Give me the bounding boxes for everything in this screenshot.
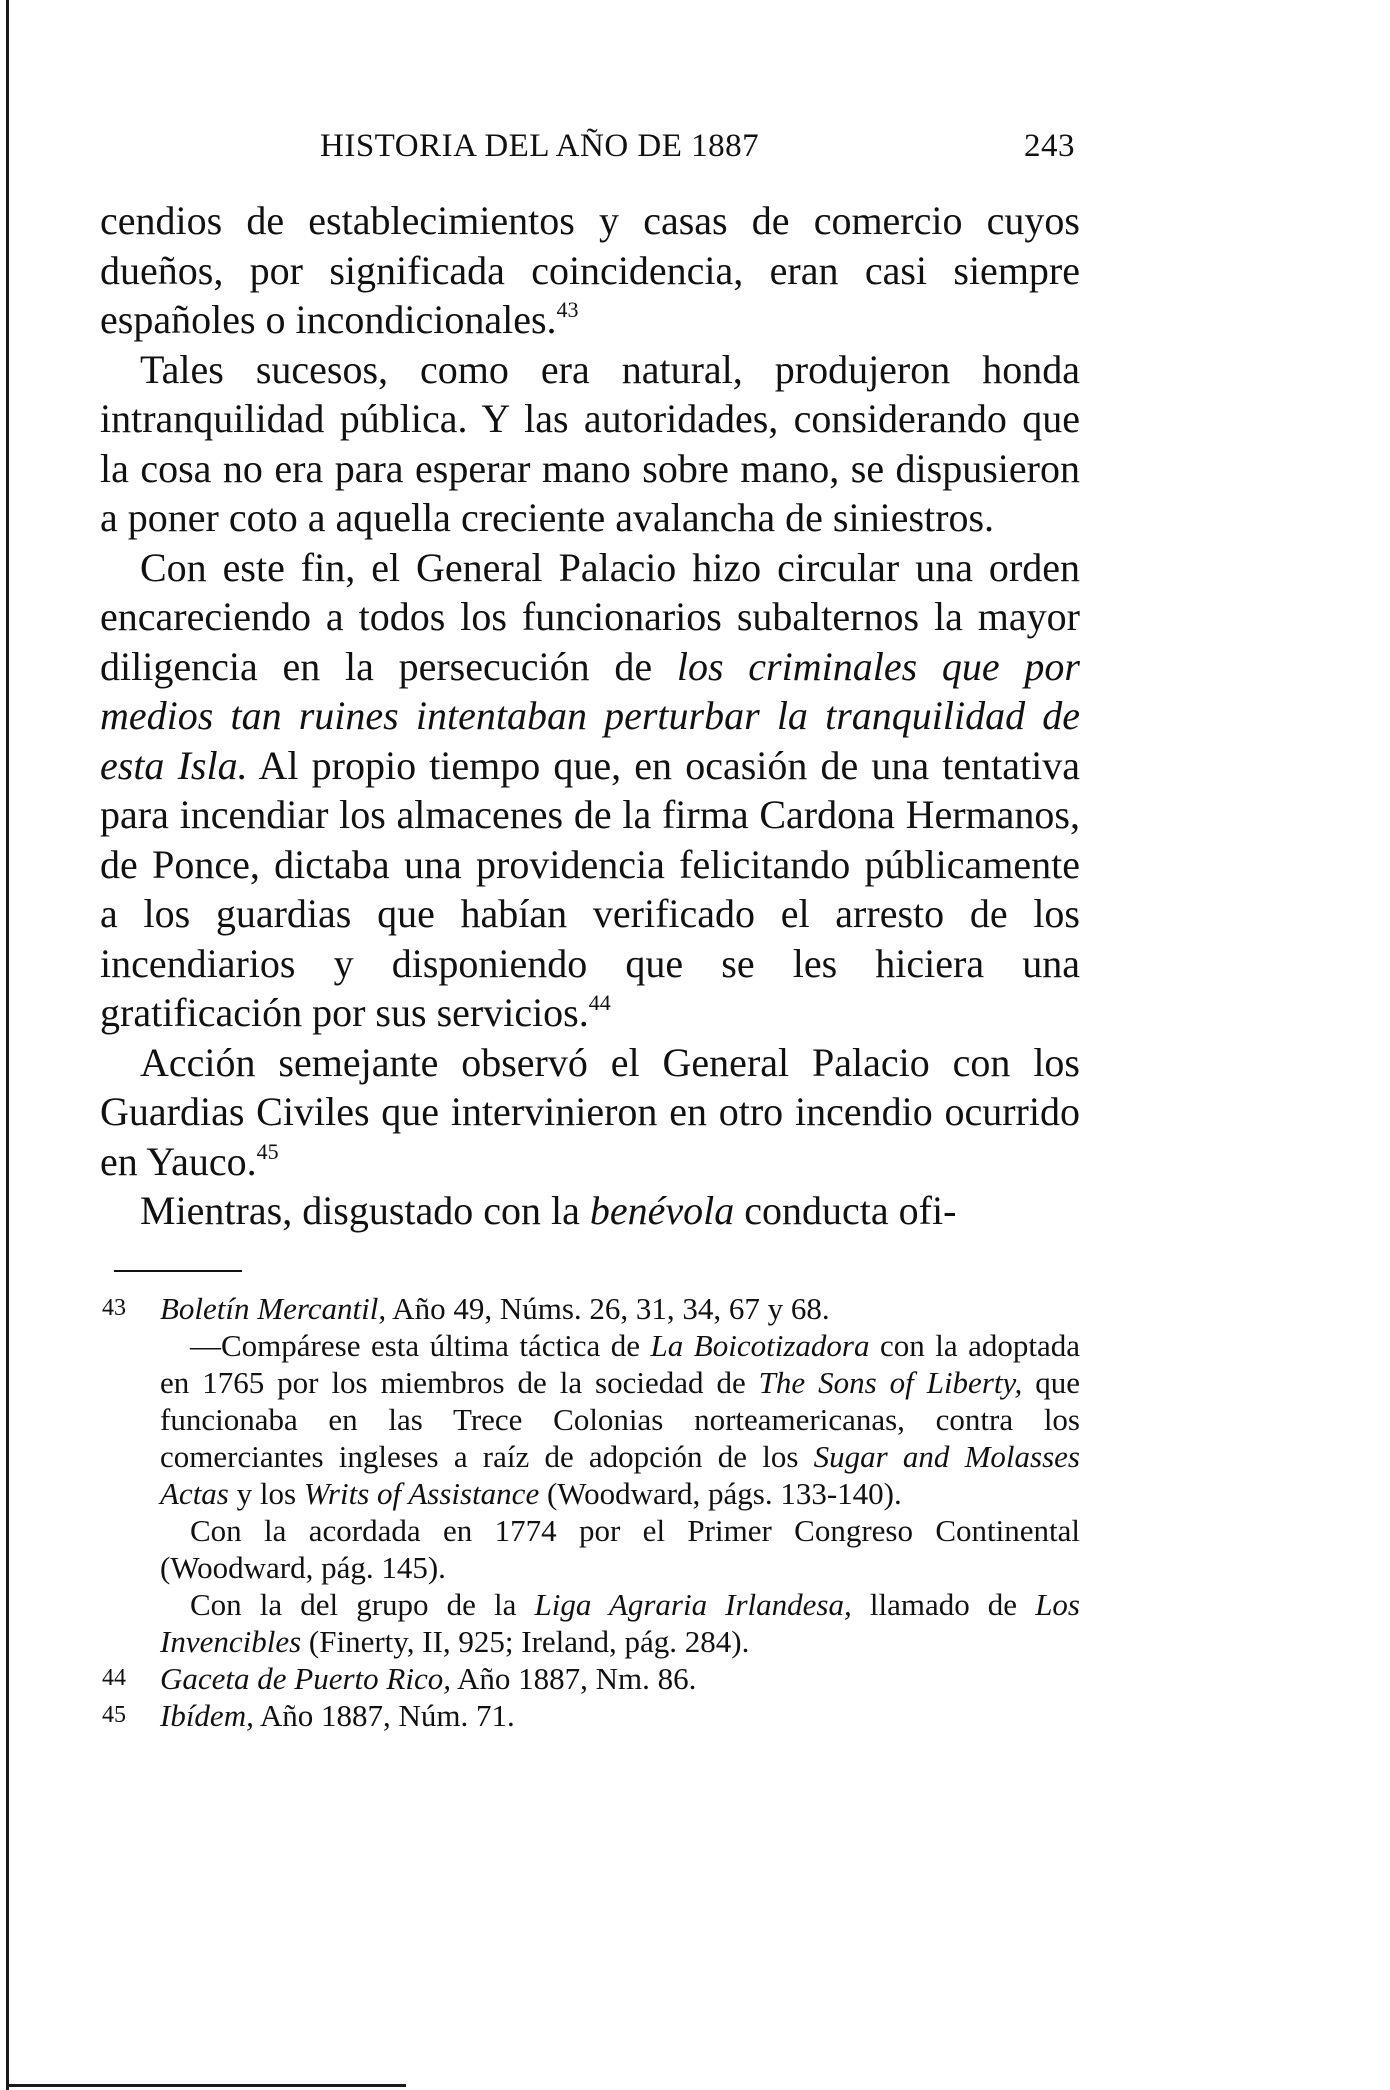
footnote-44-line <box>160 1660 1080 1697</box>
page-left-edge <box>6 0 9 2090</box>
footnote-source-title: Ibídem, <box>160 1697 254 1733</box>
book-page <box>100 120 1080 1734</box>
footnote-source-detail: Año 1887, Núm. 71. <box>253 1697 515 1733</box>
footnote-ref-43: 43 <box>556 297 579 322</box>
paragraph-1-text: cendios de establecimientos y casas de comercio cuyos dueños, por significada coincidencia, eran casi siempre españoles o incondicionales. <box>100 198 1080 342</box>
paragraph-3-text-b: Al propio tiempo que, en ocasión de una tentativa para incendiar los almacenes de la firma Cardona Hermanos, de Ponce, dictaba una providencia felicitando públicamente a los guardias que habían verificado el arresto de los incendiarios y disponiendo que se les hiciera una gratificación por sus servicios. <box>100 742 1080 1035</box>
page-header <box>100 120 1080 176</box>
paragraph-5-text-a: Mientras, disgustado con la <box>140 1188 590 1233</box>
footnote-43-line-2 <box>160 1327 1080 1512</box>
footnote-ref-44: 44 <box>588 990 611 1015</box>
footnote-text: con la adoptada en 1765 por los miembros de la sociedad de <box>160 1327 1080 1400</box>
paragraph-3-text-a: Con este fin, el General Palacio hizo circular una orden encareciendo a todos los funcionarios subalternos la mayor diligencia en la persecución de <box>100 544 1080 689</box>
footnote-number: 45 <box>102 1701 126 1728</box>
running-title: HISTORIA DEL AÑO DE 1887 <box>320 128 760 164</box>
footnote-separator <box>114 1270 242 1272</box>
paragraph-3 <box>100 543 1080 1038</box>
page-number: 243 <box>1024 128 1075 164</box>
footnote-italic: La Boicotizadora <box>650 1327 870 1363</box>
main-text <box>100 196 1080 1236</box>
footnote-43-line-4 <box>160 1586 1080 1660</box>
footnote-text: (Finerty, II, 925; Ireland, pág. 284). <box>301 1623 750 1659</box>
paragraph-5 <box>100 1186 1080 1236</box>
footnote-ref-45: 45 <box>256 1138 279 1164</box>
paragraph-3-quote: los criminales que por medios tan ruines intentaban perturbar la tranquilidad de esta Isla. <box>100 643 1080 788</box>
footnote-44 <box>100 1660 1080 1697</box>
footnote-43-line-1 <box>160 1290 1080 1327</box>
footnote-number: 44 <box>102 1664 126 1691</box>
paragraph-1 <box>100 196 1080 345</box>
footnote-italic: Los Invencibles <box>160 1586 1080 1659</box>
paragraph-4-text: Acción semejante observó el General Palacio con los Guardias Civiles que intervinieron en otro incendio ocurrido en Yauco. <box>100 1039 1080 1184</box>
footnote-source-detail: Año 49, Núms. 26, 31, 34, 67 y 68. <box>386 1290 830 1326</box>
footnote-source-detail: Año 1887, Nm. 86. <box>450 1660 697 1696</box>
footnote-italic: The Sons of Liberty, <box>758 1364 1023 1400</box>
footnote-text: (Woodward, págs. 133-140). <box>539 1475 902 1511</box>
footnote-text: llamado de <box>851 1586 1036 1622</box>
footnote-43 <box>100 1290 1080 1660</box>
page-bottom-edge <box>6 2084 406 2087</box>
footnote-italic: Sugar and Molasses Actas <box>160 1438 1080 1511</box>
paragraph-4 <box>100 1038 1080 1187</box>
paragraph-5-italic: benévola <box>589 1188 735 1233</box>
paragraph-2: Tales sucesos, como era natural, produjeron honda intranquilidad pública. Y las autoridades, considerando que la cosa no era para esperar mano sobre mano, se dispusieron a poner coto a aquella creciente avalancha de siniestros. <box>100 346 1080 540</box>
paragraph-5-text-b: conducta ofi- <box>734 1188 957 1233</box>
footnote-source-title: Gaceta de Puerto Rico, <box>160 1660 451 1696</box>
footnote-number: 43 <box>102 1294 126 1321</box>
footnote-43-line-3: Con la acordada en 1774 por el Primer Congreso Continental (Woodward, pág. 145). <box>160 1512 1080 1585</box>
footnote-text: y los <box>228 1475 304 1511</box>
footnote-45-line <box>160 1697 1080 1734</box>
footnote-text: que funcionaba en las Trece Colonias norteamericanas, contra los comerciantes ingleses a raíz de adopción de los <box>160 1364 1081 1474</box>
footnote-text: —Compárese esta última táctica de <box>190 1327 651 1363</box>
footnote-source-title: Boletín Mercantil, <box>160 1290 387 1326</box>
footnote-45 <box>100 1697 1080 1734</box>
footnote-italic: Writs of Assistance <box>303 1475 540 1511</box>
footnote-text: Con la del grupo de la <box>190 1586 535 1622</box>
footnote-italic: Liga Agraria Irlandesa, <box>534 1586 852 1622</box>
footnotes <box>100 1290 1080 1734</box>
